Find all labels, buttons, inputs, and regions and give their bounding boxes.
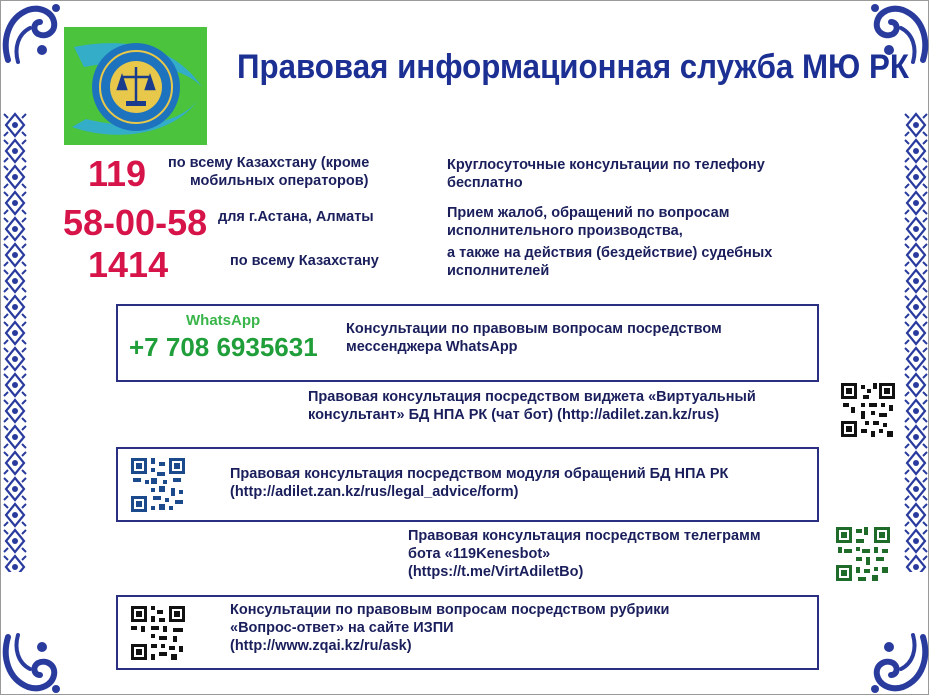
widget-text-line1: Правовая консультация посредством виджета «Виртуальный xyxy=(308,389,756,405)
faq-text-line2: «Вопрос-ответ» на сайте ИЗПИ xyxy=(230,620,454,636)
hotline-1414-number: 1414 xyxy=(88,244,169,285)
complaints-description-line4: исполнителей xyxy=(447,263,550,279)
module-qr-code-icon[interactable] xyxy=(129,456,187,514)
page-title: Правовая информационная служба МЮ РК xyxy=(237,48,909,86)
whatsapp-box xyxy=(116,304,819,382)
hotline-119-coverage-line2: мобильных операторов) xyxy=(190,173,369,189)
ornament-top-left-icon xyxy=(0,0,70,70)
telegram-text-line3[interactable]: (https://t.me/VirtAdiletBo) xyxy=(408,564,584,580)
widget-qr-code-icon[interactable] xyxy=(839,381,897,439)
ministry-emblem-icon xyxy=(64,27,207,145)
faq-text-line3[interactable]: (http://www.zqai.kz/ru/ask) xyxy=(230,638,412,654)
hotline-119-coverage-line1: по всему Казахстану (кроме xyxy=(168,155,370,171)
faq-text-line1: Консультации по правовым вопросам посредством рубрики xyxy=(230,602,670,618)
ministry-logo xyxy=(64,27,207,145)
module-text-line1: Правовая консультация посредством модуля обращений БД НПА РК xyxy=(230,466,729,482)
hotline-58-coverage: для г.Астана, Алматы xyxy=(218,209,374,225)
module-box xyxy=(116,447,819,522)
whatsapp-text-line1: Консультации по правовым вопросам посредством xyxy=(346,321,722,337)
consult-description-line1: Круглосуточные консультации по телефону xyxy=(447,157,765,173)
faq-box xyxy=(116,595,819,670)
module-text-line2[interactable]: (http://adilet.zan.kz/rus/legal_advice/form) xyxy=(230,484,519,500)
hotline-1414-coverage: по всему Казахстану xyxy=(230,253,379,269)
hotline-58-number: 58-00-58 xyxy=(63,202,208,243)
complaints-description-line2: исполнительного производства, xyxy=(447,223,683,239)
ornament-bottom-right-icon xyxy=(861,627,931,697)
whatsapp-text-line2: мессенджера WhatsApp xyxy=(346,339,518,355)
complaints-description-line1: Прием жалоб, обращений по вопросам xyxy=(447,205,730,221)
telegram-text-line2: бота «119Kenesbot» xyxy=(408,546,551,562)
telegram-qr-code-icon[interactable] xyxy=(834,525,892,583)
hotline-119-number: 119 xyxy=(88,153,147,194)
ornament-right-strip-icon xyxy=(903,112,929,572)
whatsapp-number-link[interactable]: +7 708 6935631 xyxy=(129,332,318,362)
telegram-text-line1: Правовая консультация посредством телеграмм xyxy=(408,528,761,544)
widget-text-line2[interactable]: консультант» БД НПА РК (чат бот) (http://adilet.zan.kz/rus) xyxy=(308,407,720,423)
complaints-description-line3: а также на действия (бездействие) судебных xyxy=(447,245,773,261)
faq-qr-code-icon[interactable] xyxy=(129,604,187,662)
ornament-bottom-left-icon xyxy=(0,627,70,697)
consult-description-line2: бесплатно xyxy=(447,175,523,191)
ornament-left-strip-icon xyxy=(2,112,28,572)
whatsapp-label: WhatsApp xyxy=(186,312,261,329)
